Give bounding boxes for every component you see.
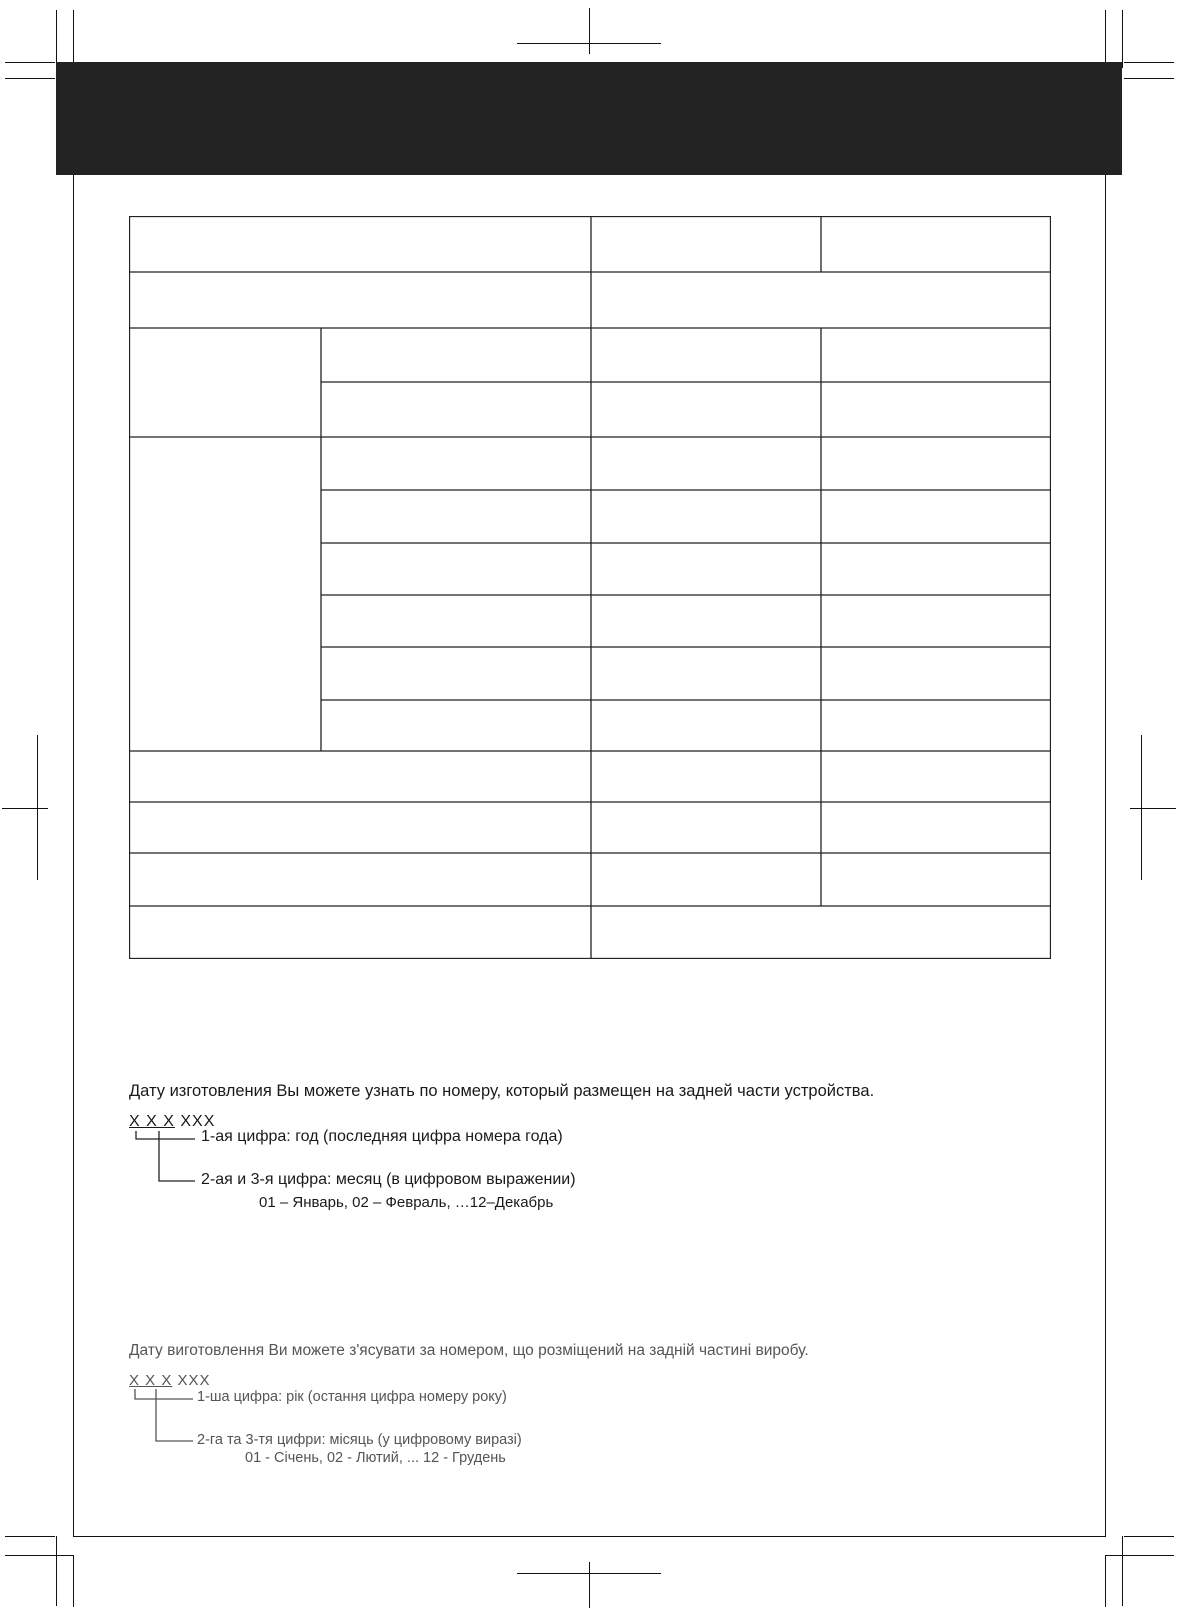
manufacture-date-uk [129,1342,809,1489]
intro-text: Дату изготовления Вы можете узнать по номеру, который размещен на задней части устройства. [129,1082,875,1100]
header-bar [56,62,1122,175]
code-rest: XXX [172,1372,211,1389]
code-underlined: X X X [129,1113,175,1130]
code-underlined: X X X [129,1372,173,1389]
specifications-table [129,216,1051,959]
digit23-label: 2-ая и 3-я цифра: месяц (в цифровом выражении) [201,1171,576,1188]
manufacture-date-ru [129,1082,874,1231]
digit-diagram [129,1128,689,1231]
bracket-lines [129,1131,209,1191]
serial-code [129,1372,809,1389]
months-label: 01 – Январь, 02 – Февраль, …12–Декабрь [259,1194,554,1211]
intro-text: Дату виготовлення Ви можете з'ясувати за номером, що розміщений на задній частині виробу. [129,1342,809,1359]
digit1-label: 1-ая цифра: год (последняя цифра номера года) [201,1128,563,1145]
months-label: 01 - Січень, 02 - Лютий, ... 12 - Грудень [245,1450,506,1466]
digit-diagram [129,1389,689,1489]
code-rest: XXX [174,1113,216,1130]
digit23-label: 2-га та 3-тя цифри: місяць (у цифровому виразі) [197,1432,522,1448]
table-grid [129,216,1051,959]
digit1-label: 1-ша цифра: рік (остання цифра номеру року) [197,1389,507,1405]
